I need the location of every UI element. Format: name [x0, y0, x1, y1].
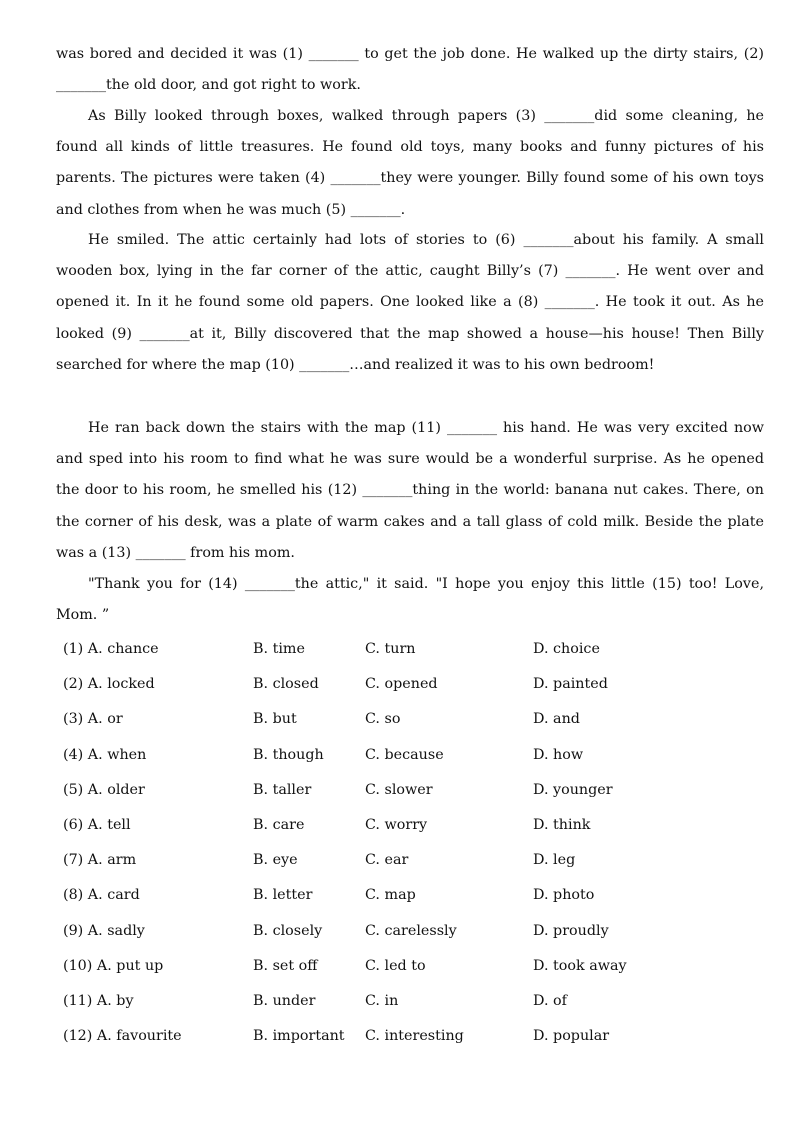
- option-row: [63, 850, 763, 870]
- option-c: C. because: [365, 747, 444, 763]
- option-a: (4) A. when: [63, 747, 147, 763]
- option-a: (7) A. arm: [63, 852, 137, 868]
- option-row: [63, 956, 763, 976]
- option-d: D. younger: [533, 782, 613, 798]
- option-a: (8) A. card: [63, 887, 140, 903]
- option-a: (3) A. or: [63, 711, 123, 727]
- option-row: [63, 709, 763, 729]
- option-a: (11) A. by: [63, 993, 134, 1009]
- passage-paragraph-1: was bored and decided it was (1) _______ to get the job done. He walked up the dirty stairs, (2) _______the old door, and got right to work.: [56, 46, 764, 94]
- option-row: [63, 885, 763, 905]
- option-c: C. so: [365, 711, 401, 727]
- passage-paragraph-3: He smiled. The attic certainly had lots of stories to (6) _______about his family. A small wooden box, lying in the far corner of the attic, caught Billy’s (7) _______. He went over and opened it. In it he found some old papers. One looked like a (8) _______. He took it out. As he looked (9) _______at it, Billy discovered that the map showed a house—his house! Then Billy searched for where the map (10) _______…and realized it was to his own bedroom!: [56, 232, 764, 373]
- option-row: [63, 991, 763, 1011]
- option-a: (10) A. put up: [63, 958, 164, 974]
- option-b: B. but: [253, 711, 297, 727]
- option-d: D. and: [533, 711, 580, 727]
- option-c: C. carelessly: [365, 923, 457, 939]
- passage-paragraph-4: He ran back down the stairs with the map (11) _______ his hand. He was very excited now and sped into his room to find what he was sure would be a wonderful surprise. As he opened the door to his room, he smelled his (12) _______thing in the world: banana nut cakes. There, on the corner of his desk, was a plate of warm cakes and a tall glass of cold milk. Beside the plate was a (13) _______ from his mom.: [56, 420, 764, 561]
- option-a: (1) A. chance: [63, 641, 159, 657]
- option-row: [63, 745, 763, 765]
- option-c: C. opened: [365, 676, 438, 692]
- option-b: B. letter: [253, 887, 313, 903]
- option-a: (6) A. tell: [63, 817, 131, 833]
- passage-paragraph-5: "Thank you for (14) _______the attic," it said. "I hope you enjoy this little (15) too! Love, Mom. ”: [56, 576, 764, 624]
- option-row: [63, 815, 763, 835]
- option-c: C. ear: [365, 852, 409, 868]
- option-c: C. in: [365, 993, 399, 1009]
- option-b: B. care: [253, 817, 305, 833]
- option-d: D. painted: [533, 676, 608, 692]
- option-a: (9) A. sadly: [63, 923, 145, 939]
- option-b: B. though: [253, 747, 324, 763]
- option-c: C. map: [365, 887, 416, 903]
- option-b: B. closely: [253, 923, 323, 939]
- option-d: D. leg: [533, 852, 576, 868]
- option-b: B. time: [253, 641, 305, 657]
- option-row: [63, 1026, 763, 1046]
- passage-paragraph-2: As Billy looked through boxes, walked through papers (3) _______did some cleaning, he found all kinds of little treasures. He found old toys, many books and funny pictures of his parents. The pictures were taken (4) _______they were younger. Billy found some of his own toys and clothes from when he was much (5) _______.: [56, 108, 764, 218]
- option-d: D. think: [533, 817, 591, 833]
- option-b: B. eye: [253, 852, 298, 868]
- option-a: (2) A. locked: [63, 676, 155, 692]
- option-row: [63, 921, 763, 941]
- option-c: C. led to: [365, 958, 426, 974]
- option-a: (5) A. older: [63, 782, 145, 798]
- option-d: D. photo: [533, 887, 595, 903]
- option-d: D. took away: [533, 958, 627, 974]
- option-c: C. interesting: [365, 1028, 464, 1044]
- option-b: B. important: [253, 1028, 345, 1044]
- option-d: D. proudly: [533, 923, 609, 939]
- option-b: B. taller: [253, 782, 312, 798]
- option-row: [63, 639, 763, 659]
- option-b: B. closed: [253, 676, 319, 692]
- option-d: D. of: [533, 993, 567, 1009]
- option-d: D. popular: [533, 1028, 610, 1044]
- option-b: B. set off: [253, 958, 318, 974]
- option-c: C. slower: [365, 782, 433, 798]
- option-d: D. choice: [533, 641, 600, 657]
- option-row: [63, 780, 763, 800]
- option-c: C. turn: [365, 641, 416, 657]
- option-d: D. how: [533, 747, 584, 763]
- option-row: [63, 674, 763, 694]
- option-a: (12) A. favourite: [63, 1028, 182, 1044]
- option-b: B. under: [253, 993, 316, 1009]
- option-c: C. worry: [365, 817, 428, 833]
